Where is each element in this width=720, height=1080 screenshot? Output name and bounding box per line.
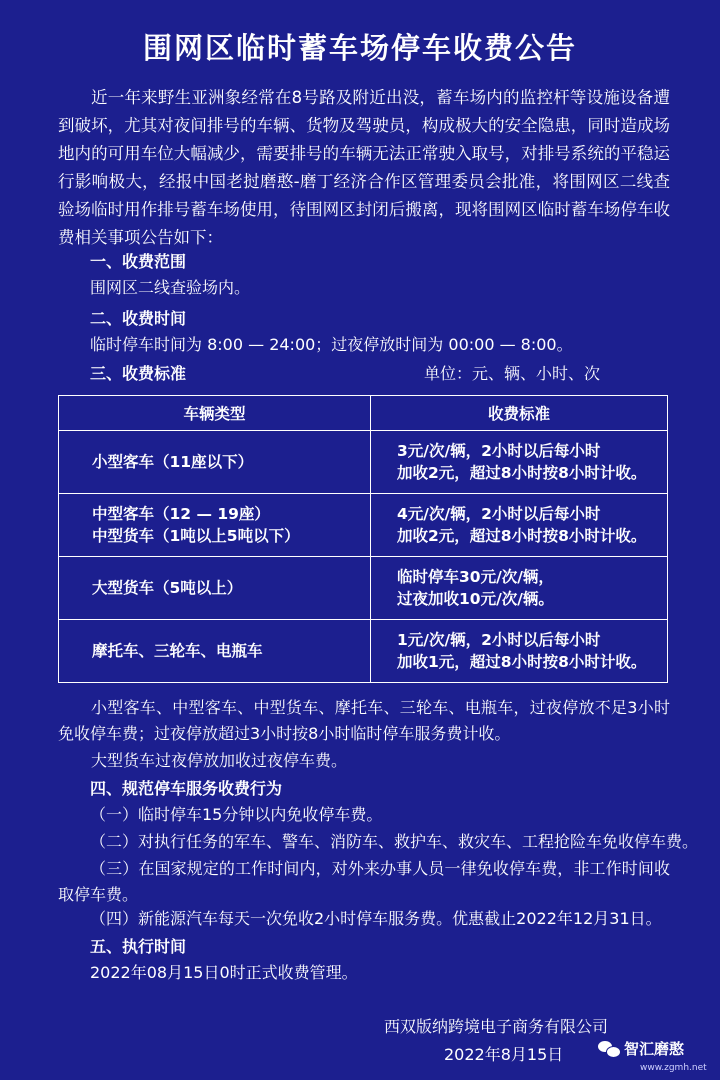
header-vehicle-type: 车辆类型 <box>59 396 371 431</box>
watermark-name: 智汇磨憨 <box>624 1040 685 1058</box>
fee-line: 加收1元，超过8小时按8小时计收。 <box>397 653 647 671</box>
wechat-icon <box>598 1040 620 1058</box>
section2-text: 临时停车时间为 8:00 — 24:00；过夜停放时间为 00:00 — 8:00。 <box>90 335 573 354</box>
fee-line: 加收2元，超过8小时按8小时计收。 <box>397 527 647 545</box>
section1-text: 围网区二线查验场内。 <box>90 278 251 297</box>
fee-line: 1元/次/辆，2小时以后每小时 <box>397 631 601 649</box>
vehicle-type-line: 中型货车（1吨以上5吨以下） <box>92 527 300 545</box>
fee-cell <box>371 557 668 620</box>
fee-line: 3元/次/辆，2小时以后每小时 <box>397 442 601 460</box>
section3-note1: 小型客车、中型客车、中型货车、摩托车、三轮车、电瓶车，过夜停放不足3小时免收停车费；过夜停放超过3小时按8小时临时停车服务费计收。 <box>58 698 670 743</box>
watermark <box>598 1038 684 1059</box>
vehicle-type-cell <box>59 620 371 683</box>
table-row <box>59 494 668 557</box>
vehicle-type-line: 摩托车、三轮车、电瓶车 <box>92 642 263 660</box>
intro-paragraph: 近一年来野生亚洲象经常在8号路及附近出没，蓄车场内的监控杆等设施设备遭到破坏，尤其对夜间排号的车辆、货物及驾驶员，构成极大的安全隐患，同时造成场地内的可用车位大幅减少，需要排号的车辆无法正常驶入取号，对排号系统的平稳运行影响极大，经报中国老挝磨憨-磨丁经济合作区管理委员会批准，将围网区二线查验场临时用作排号蓄车场使用，待围网区封闭后搬离，现将围网区临时蓄车场停车收费相关事项公告如下： <box>58 88 670 247</box>
fee-cell <box>371 494 668 557</box>
table-row <box>59 431 668 494</box>
vehicle-type-cell <box>59 494 371 557</box>
table-header-row <box>59 396 668 431</box>
fee-cell <box>371 620 668 683</box>
section3-heading: 三、收费标准 <box>90 364 187 383</box>
section3-note2: 大型货车过夜停放加收过夜停车费。 <box>91 751 348 770</box>
section4-item-1: （一）临时停车15分钟以内免收停车费。 <box>90 805 383 824</box>
section4-item-2: （二）对执行任务的军车、警车、消防车、救护车、救灾车、工程抢险车免收停车费。 <box>90 832 699 851</box>
table-row <box>59 620 668 683</box>
section1-heading: 一、收费范围 <box>90 252 187 271</box>
vehicle-type-line: 大型货车（5吨以上） <box>92 579 243 597</box>
section4-item-3: （三）在国家规定的工作时间内，对外来办事人员一律免收停车费，非工作时间收取停车费。 <box>58 859 670 904</box>
fee-cell <box>371 431 668 494</box>
fee-line: 加收2元，超过8小时按8小时计收。 <box>397 464 647 482</box>
table-row <box>59 557 668 620</box>
section4-item-4: （四）新能源汽车每天一次免收2小时停车服务费。优惠截止2022年12月31日。 <box>90 909 662 928</box>
vehicle-type-line: 中型客车（12 — 19座） <box>92 505 270 523</box>
fee-line: 4元/次/辆，2小时以后每小时 <box>397 505 601 523</box>
fee-table <box>58 395 668 683</box>
notice-title: 围网区临时蓄车场停车收费公告 <box>142 31 577 65</box>
vehicle-type-cell <box>59 557 371 620</box>
signature-date: 2022年8月15日 <box>444 1045 564 1064</box>
units-note: 单位：元、辆、小时、次 <box>424 364 601 383</box>
fee-line: 临时停车30元/次/辆， <box>397 568 554 586</box>
section4-heading: 四、规范停车服务收费行为 <box>90 779 283 798</box>
section5-heading: 五、执行时间 <box>90 937 187 956</box>
section2-heading: 二、收费时间 <box>90 309 187 328</box>
vehicle-type-line: 小型客车（11座以下） <box>92 453 254 471</box>
header-fee-standard: 收费标准 <box>371 396 668 431</box>
vehicle-type-cell <box>59 431 371 494</box>
signature-company: 西双版纳跨境电子商务有限公司 <box>384 1017 609 1036</box>
fee-line: 过夜加收10元/次/辆。 <box>397 590 554 608</box>
watermark-site: www.zgmh.net <box>640 1063 707 1073</box>
section5-text: 2022年08月15日0时正式收费管理。 <box>90 963 358 982</box>
